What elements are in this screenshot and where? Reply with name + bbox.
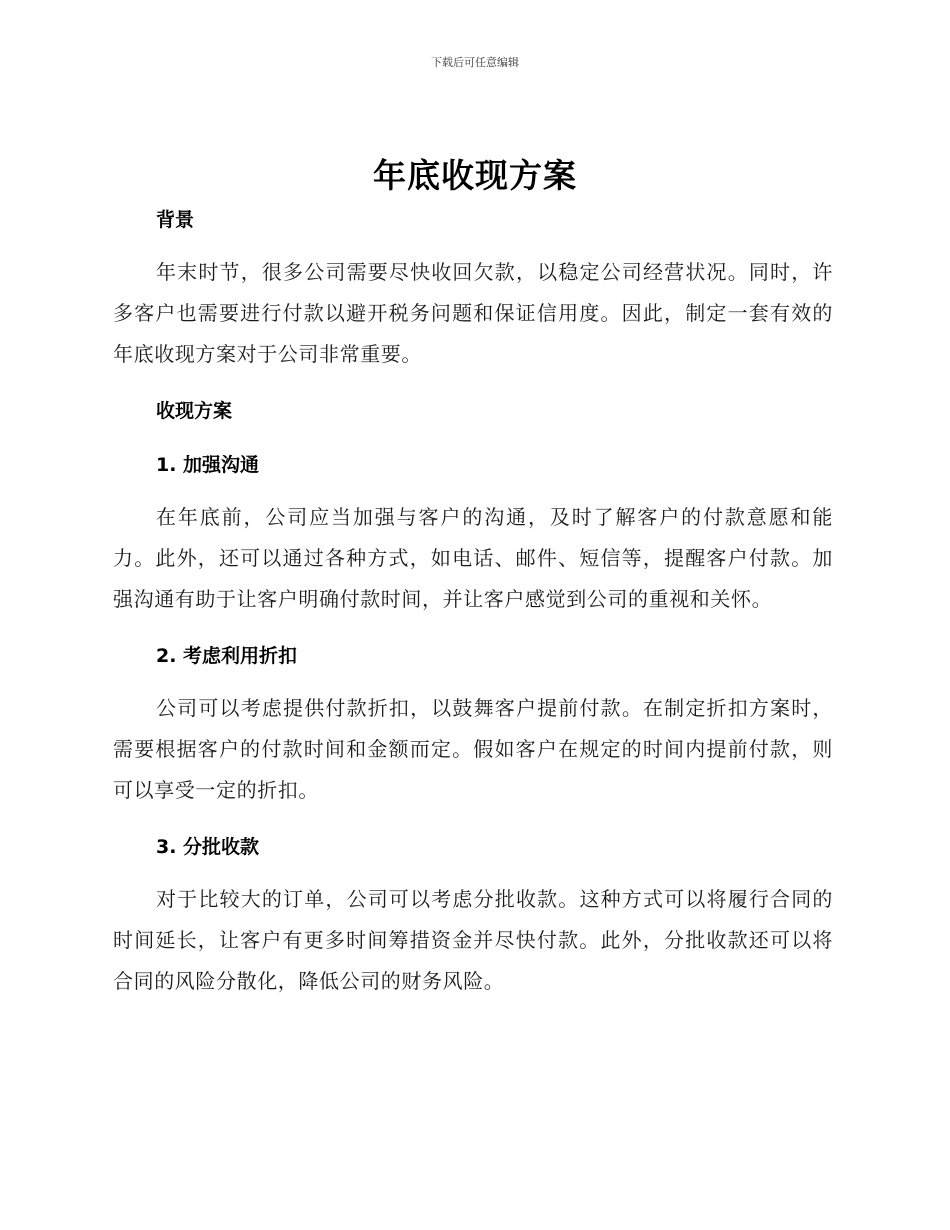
paragraph-item1: 在年底前，公司应当加强与客户的沟通，及时了解客户的付款意愿和能力。此外，还可以通过各种方式，如电话、邮件、短信等，提醒客户付款。加强沟通有助于让客户明确付款时间，并让客户感觉到公司的重视和关怀。 <box>113 505 833 611</box>
paragraph-background: 年末时节，很多公司需要尽快收回欠款，以稳定公司经营状况。同时，许多客户也需要进行付款以避开税务问题和保证信用度。因此，制定一套有效的年底收现方案对于公司非常重要。 <box>113 260 833 366</box>
document-title: 年底收现方案 <box>373 156 577 195</box>
document-body <box>113 198 833 1002</box>
paragraph-item2: 公司可以考虑提供付款折扣，以鼓舞客户提前付款。在制定折扣方案时，需要根据客户的付款时间和金额而定。假如客户在规定的时间内提前付款，则可以享受一定的折扣。 <box>113 696 833 802</box>
section-heading-item3: 3. 分批收款 <box>156 836 260 858</box>
header-note: 下载后可任意编辑 <box>431 56 519 69</box>
section-heading-item1: 1. 加强沟通 <box>156 454 260 476</box>
paragraph-item3: 对于比较大的订单，公司可以考虑分批收款。这种方式可以将履行合同的时间延长，让客户有更多时间筹措资金并尽快付款。此外，分批收款还可以将合同的风险分散化，降低公司的财务风险。 <box>113 887 833 993</box>
section-heading-item2: 2. 考虑利用折扣 <box>156 645 298 667</box>
section-heading-plan: 收现方案 <box>156 400 233 422</box>
section-heading-background: 背景 <box>156 209 195 231</box>
